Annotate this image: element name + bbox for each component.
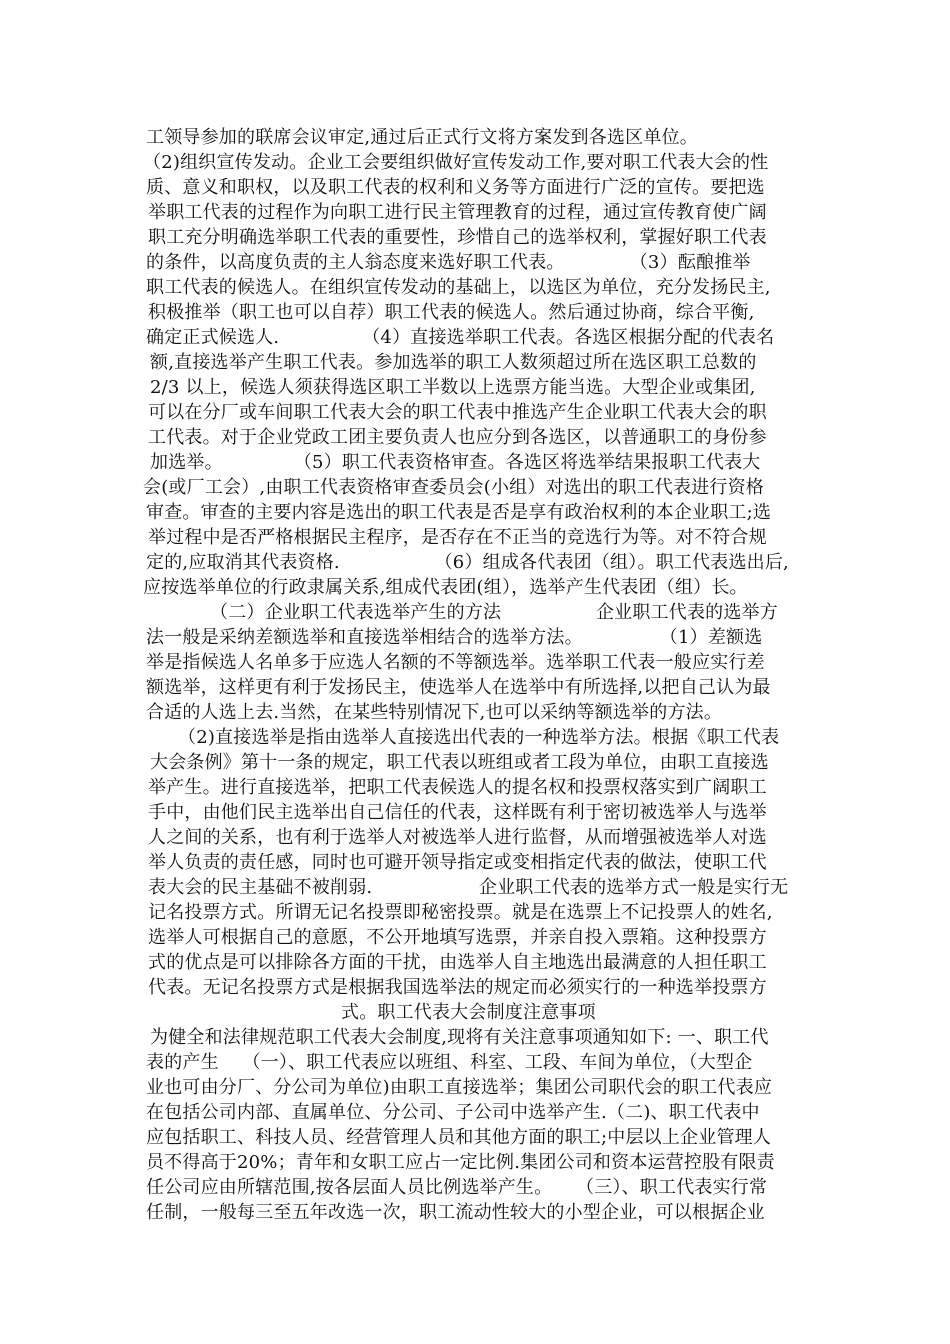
text-line: 为健全和法律规范职工代表大会制度,现将有关注意事项通知如下: 一、职工代 (150, 1027, 769, 1048)
text-line: 代表。无记名投票方式是根据我国选举法的规定而必须实行的一种选举投票方 (148, 977, 767, 998)
text-line: 可以在分厂或车间职工代表大会的职工代表中推选产生企业职工代表大会的职 (148, 402, 767, 423)
text-line: 在包括公司内部、直属单位、分公司、子公司中选举产生.（二)、职工代表中 (146, 1102, 760, 1123)
text-line: 额选举，这样更有利于发扬民主，使选举人在选举中有所选择,以把自己认为最 (146, 677, 771, 698)
text-line: 举职工代表的过程作为向职工进行民主管理教育的过程，通过宣传教育使广阔 (148, 202, 767, 223)
text-line: 2/3 以上，候选人须获得选区职工半数以上选票方能当选。大型企业或集团, (150, 377, 756, 398)
text-line: 质、意义和职权，以及职工代表的权利和义务等方面进行广泛的宣传。要把选 (146, 177, 765, 198)
section-heading-line: （二）企业职工代表选举产生的方法 企业职工代表的选举方 (210, 602, 778, 623)
text-line: 额,直接选举产生职工代表。参加选举的职工人数须超过所在选区职工总数的 (150, 352, 757, 373)
text-line: 手中，由他们民主选举出自己信任的代表，这样既有利于密切被选举人与选举 (148, 802, 767, 823)
text-line: 大会条例》第十一条的规定，职工代表以班组或者工段为单位，由职工直接选 (150, 752, 769, 773)
text-line: （2)直接选举是指由选举人直接选出代表的一种选举方法。根据《职工代表 (178, 727, 780, 748)
text-line: 职工代表的候选人。在组织宣传发动的基础上，以选区为单位，充分发扬民主, (146, 277, 771, 298)
text-line: 会(或厂工会）,由职工代表资格审查委员会(小组）对选出的职工代表进行资格 (143, 477, 764, 498)
text-line: 定的,应取消其代表资格. （6）组成各代表团（组）。职工代表选出后, (146, 552, 789, 573)
text-line: 的条件，以高度负责的主人翁态度来选好职工代表。 （3）酝酿推举 (146, 252, 751, 273)
text-line: 表大会的民主基础不被削弱. 企业职工代表的选举方式一般是实行无 (148, 877, 789, 898)
text-line: 应包括职工、科技人员、经营管理人员和其他方面的职工;中层以上企业管理人 (146, 1127, 772, 1148)
text-line: 业也可由分厂、分公司为单位)由职工直接选举；集团公司职代会的职工代表应 (146, 1077, 773, 1098)
text-line: 工代表。对于企业党政工团主要负责人也应分到各选区，以普通职工的身份参 (148, 427, 767, 448)
text-line: 审查。审查的主要内容是选出的职工代表是否是享有政治权利的本企业职工;选 (146, 502, 772, 523)
text-line: 工领导参加的联席会议审定,通过后正式行文将方案发到各选区单位。 (146, 127, 698, 148)
text-line: 职工充分明确选举职工代表的重要性，珍惜自己的选举权利，掌握好职工代表 (148, 227, 767, 248)
text-line: （2)组织宣传发动。企业工会要组织做好宣传发动工作,要对职工代表大会的性 (143, 152, 769, 173)
text-line: 任公司应由所辖范围,按各层面人员比例选举产生。 （三）、职工代表实行常 (146, 1177, 768, 1198)
text-line: 员不得高于20%；青年和女职工应占一定比例.集团公司和资本运营控股有限责 (146, 1152, 775, 1173)
text-line: 举是指候选人名单多于应选人名额的不等额选举。选举职工代表一般应实行差 (146, 652, 765, 673)
text-line: 确定正式候选人. （4）直接选举职工代表。各选区根据分配的代表名 (146, 327, 775, 348)
text-line: 人之间的关系，也有利于选举人对被选举人进行监督，从而增强被选举人对选 (148, 827, 767, 848)
text-line: 举过程中是否严格根据民主程序，是否存在不正当的竞选行为等。对不符合规 (148, 527, 767, 548)
text-line: 法一般是采纳差额选举和直接选举相结合的选举方法。 （1）差额选 (146, 627, 763, 648)
text-line: 举人负责的责任感，同时也可避开领导指定或变相指定代表的做法，使职工代 (148, 852, 767, 873)
text-line: 记名投票方式。所谓无记名投票即秘密投票。就是在选票上不记投票人的姓名, (148, 902, 773, 923)
text-line: 合适的人选上去.当然，在某些特别情况下,也可以采纳等额选举的方法。 (146, 702, 723, 723)
text-line: 应按选举单位的行政隶属关系,组成代表团(组），选举产生代表团（组）长。 (143, 577, 748, 598)
text-line: 表的产生 （一）、职工代表应以班组、科室、工段、车间为单位，（大型企 (146, 1052, 753, 1073)
text-line: 举产生。进行直接选举，把职工代表候选人的提名权和投票权落实到广阔职工 (148, 777, 767, 798)
section-heading-line: 式。职工代表大会制度注意事项 (341, 1002, 596, 1023)
text-line: 积极推举（职工也可以自荐）职工代表的候选人。然后通过协商，综合平衡, (148, 302, 755, 323)
text-line: 任制，一般每三至五年改选一次，职工流动性较大的小型企业，可以根据企业 (146, 1202, 765, 1223)
text-line: 式的优点是可以排除各方面的干扰，由选举人自主地选出最满意的人担任职工 (148, 952, 767, 973)
text-line: 加选举。 （5）职工代表资格审查。各选区将选举结果报职工代表大 (150, 452, 761, 473)
text-line: 选举人可根据自己的意愿，不公开地填写选票，并亲自投入票箱。这种投票方 (148, 927, 767, 948)
